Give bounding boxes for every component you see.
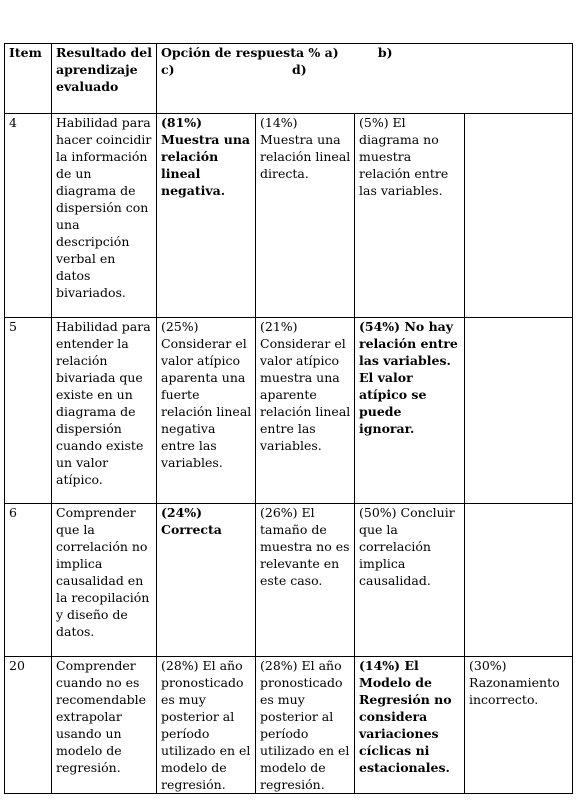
- table-row: [5, 318, 573, 504]
- cell-option-d: (30%) Razonamiento incorrecto.: [465, 657, 573, 794]
- option-c-text: El Modelo de Regresión no considera variaciones cíclicas ni estacionales.: [359, 658, 452, 775]
- option-c-text: No hay relación entre las variables. El valor atípico se puede ignorar.: [359, 319, 458, 436]
- cell-option-b: (28%) El año pronosticado es muy posterior al período utilizado en el modelo de regresión.: [256, 657, 355, 794]
- cell-resultado: Comprender que la correlación no implica causalidad en la recopilación y diseño de datos.: [52, 504, 157, 657]
- cell-option-c: (50%) Concluir que la correlación implica causalidad.: [355, 504, 465, 657]
- header-opcion: [157, 44, 573, 114]
- cell-option-b: (21%) Considerar el valor atípico muestra una aparente relación lineal entre las variables.: [256, 318, 355, 504]
- cell-item: 5: [5, 318, 52, 504]
- cell-option-d: [465, 114, 573, 318]
- header-resultado: Resultado del aprendizaje evaluado: [52, 44, 157, 114]
- option-a-text: Muestra una relación lineal negativa.: [161, 132, 251, 198]
- cell-item: 6: [5, 504, 52, 657]
- table-row: [5, 114, 573, 318]
- cell-option-a: [157, 504, 256, 657]
- cell-option-c: [355, 657, 465, 794]
- table-row: [5, 504, 573, 657]
- option-a-text: Correcta: [161, 522, 222, 537]
- option-a-percent: (81%): [161, 115, 203, 130]
- cell-resultado: Habilidad para entender la relación bivariada que existe en un diagrama de dispersión cuando existe un valor atípico.: [52, 318, 157, 504]
- cell-option-d: [465, 318, 573, 504]
- cell-option-a: [157, 114, 256, 318]
- cell-resultado: Habilidad para hacer coincidir la información de un diagrama de dispersión con una descripción verbal en datos bivariados.: [52, 114, 157, 318]
- cell-option-d: [465, 504, 573, 657]
- cell-option-b: (14%) Muestra una relación lineal directa.: [256, 114, 355, 318]
- header-opcion-line2: c) d): [161, 62, 307, 77]
- cell-option-a: (28%) El año pronosticado es muy posterior al período utilizado en el modelo de regresión.: [157, 657, 256, 794]
- header-item: Item: [5, 44, 52, 114]
- option-a-percent: (24%): [161, 505, 203, 520]
- cell-resultado: Comprender cuando no es recomendable extrapolar usando un modelo de regresión.: [52, 657, 157, 794]
- cell-option-b: (26%) El tamaño de muestra no es relevante en este caso.: [256, 504, 355, 657]
- header-opcion-line1: Opción de respuesta % a) b): [161, 45, 393, 60]
- cell-item: 20: [5, 657, 52, 794]
- cell-option-c: (5%) El diagrama no muestra relación entre las variables.: [355, 114, 465, 318]
- results-table: [4, 43, 573, 794]
- table-header-row: [5, 44, 573, 114]
- cell-item: 4: [5, 114, 52, 318]
- option-c-percent: (14%): [359, 658, 401, 673]
- option-c-percent: (54%): [359, 319, 401, 334]
- table-row: [5, 657, 573, 794]
- cell-option-c: [355, 318, 465, 504]
- cell-option-a: (25%) Considerar el valor atípico aparenta una fuerte relación lineal negativa entre las variables.: [157, 318, 256, 504]
